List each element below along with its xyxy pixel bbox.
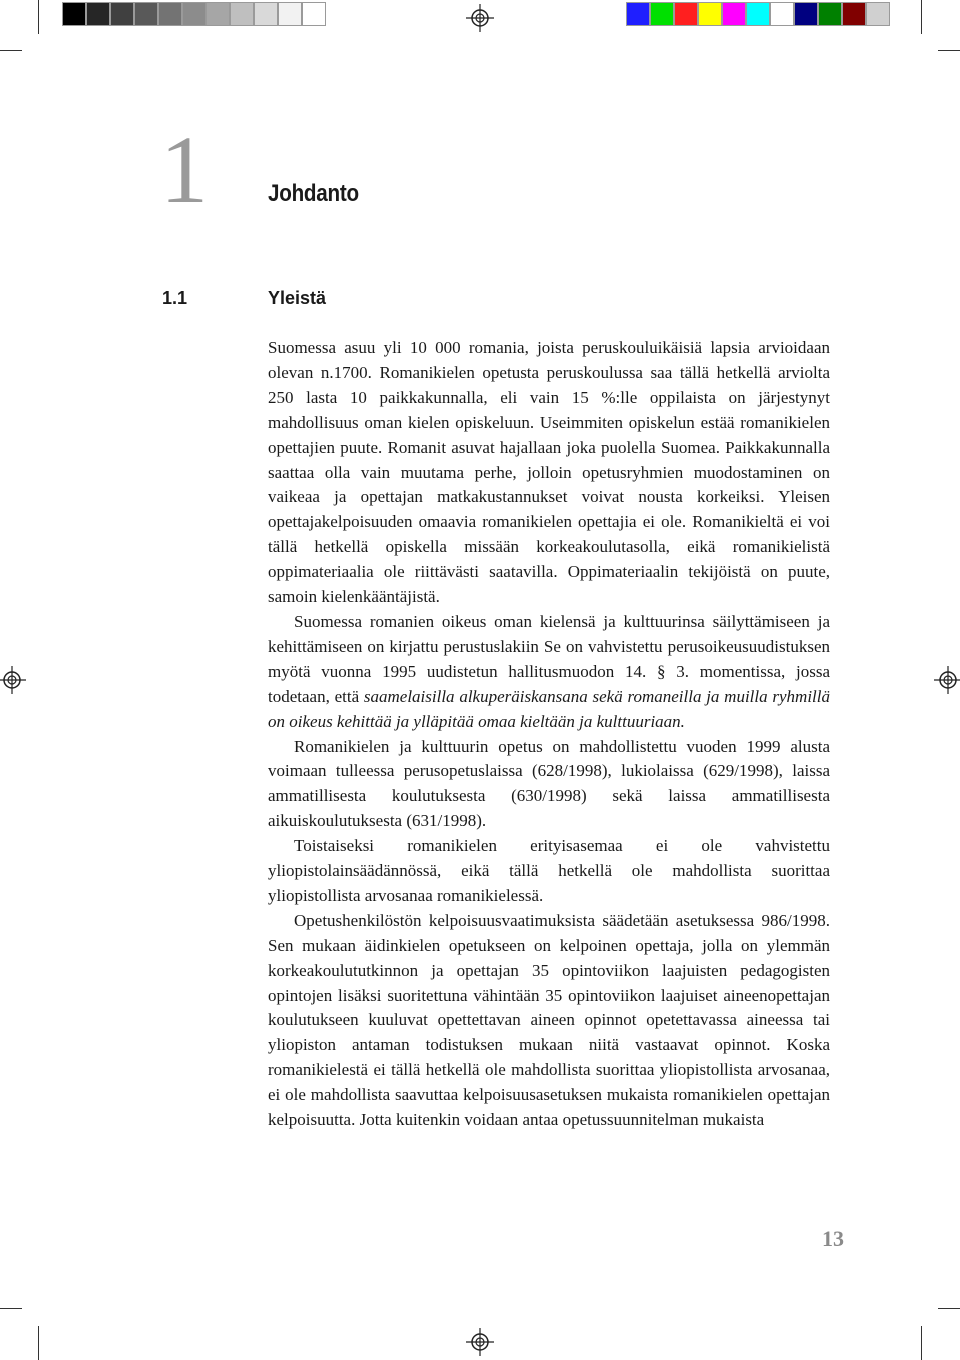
registration-mark-right-icon [934, 666, 960, 694]
color-swatch [158, 2, 182, 26]
quoted-law-text: saamelaisilla alkuperäiskansana sekä romaneilla ja muilla ryhmillä on oikeus kehittää ja ylläpitää omaa kieltään ja kulttuuriaan. [268, 686, 830, 731]
chapter-title: Johdanto [268, 180, 359, 207]
chapter-number: 1 [160, 116, 208, 223]
color-swatch [302, 2, 326, 26]
paragraph: Romanikielen ja kulttuurin opetus on mahdollistettu vuoden 1999 alusta voimaan tulleessa perusopetuslaissa (628/1998), lukiolaissa (629/1998), laissa ammatillisesta koulutuksesta (630/1998) sekä laissa ammatillisesta aikuiskoulutuksesta (631/1998). [268, 736, 830, 831]
color-swatch [866, 2, 890, 26]
color-swatch [134, 2, 158, 26]
color-swatch [110, 2, 134, 26]
color-swatch [698, 2, 722, 26]
paragraph-text: Suomessa romanien oikeus oman kielensä ja kulttuurinsa säilyttämiseen ja kehittämiseen on kirjattu perustuslakiin Se on vahvistettu perusoikeusuudistuksen myötä vuonna 1995 uudistetun hallitusmuodon 14. § 3. momentissa, jossa todetaan, että [268, 611, 830, 706]
color-swatch [674, 2, 698, 26]
color-swatch [86, 2, 110, 26]
color-swatch [818, 2, 842, 26]
color-swatch [626, 2, 650, 26]
color-swatch [770, 2, 794, 26]
crop-mark [38, 0, 39, 34]
crop-mark [38, 1326, 39, 1360]
registration-mark-top-icon [466, 4, 494, 32]
crop-mark [0, 50, 22, 51]
grayscale-calibration-bar [62, 2, 326, 26]
crop-mark [938, 50, 960, 51]
color-swatch [182, 2, 206, 26]
color-swatch [746, 2, 770, 26]
crop-mark [921, 0, 922, 34]
section-number: 1.1 [162, 288, 188, 308]
registration-mark-left-icon [0, 666, 26, 694]
color-swatch [842, 2, 866, 26]
crop-mark [938, 1308, 960, 1309]
paragraph [268, 610, 830, 735]
paragraph: Toistaiseksi romanikielen erityisasemaa ei ole vahvistettu yliopistolainsäädännössä, eikä tällä hetkellä ole mahdollista suorittaa yliopistollista arvosanaa romanikielessä. [268, 836, 830, 905]
color-swatch [230, 2, 254, 26]
paragraph: Suomessa asuu yli 10 000 romania, joista peruskouluikäisiä lapsia arvioidaan olevan n.1700. Romanikielen opetusta peruskoulussa saa tällä hetkellä arviolta 250 lasta 10 paikkakunnalla, eli vain 15 %:lle oppilaista on järjestynyt mahdollisuus oman kielen opiskeluun. Useimmiten opiskelun estää romanikielen opettajien puute. Romanit asuvat hajallaan joka puolella Suomea. Paikkakunnalla saattaa olla vain muutama perhe, jolloin opetusryhmien muodostaminen on vaikeaa ja opettajan matkakustannukset voivat nousta korkeiksi. Yleisen opettajakelpoisuuden omaavia romanikielen opettajia ei ole. Romanikieltä ei voi tällä hetkellä opiskella missään korkeakoulutasolla, eikä romanikielistä oppimateriaalia ole riittävästi saatavilla. Oppimateriaalin tekijöistä on puute, samoin kielenkääntäjistä. [268, 338, 830, 607]
registration-mark-bottom-icon [466, 1328, 494, 1356]
section-title: Yleistä [268, 288, 327, 308]
page-number: 13 [822, 1226, 844, 1251]
color-swatch [650, 2, 674, 26]
paragraph: Opetushenkilöstön kelpoisuusvaatimuksista säädetään asetuksessa 986/1998. Sen mukaan äidinkielen opetukseen on kelpoinen opettaja, jolla on ylemmän korkeakoulututkinnon ja opettajan 35 opintoviikon laajuisten pedagogisten opintojen lisäksi suoritettuna vähintään 35 opintoviikon laajuiset aineenopettajan koulutukseen kuuluvat opettettavan aineen opinnot opetettavassa aineessa tai yliopiston antaman todistuksen mukaan niitä vastaavat opinnot. Koska romanikielestä ei tällä hetkellä ole mahdollista suorittaa yliopistollista arvosanaa, ei ole mahdollista saavuttaa kelpoisuusasetuksen mukaista romanikielen opettajan kelpoisuutta. Jotta kuitenkin voidaan antaa opetussuunnitelman mukaista [268, 910, 830, 1130]
crop-mark [921, 1326, 922, 1360]
color-swatch [254, 2, 278, 26]
color-swatch [722, 2, 746, 26]
color-swatch [794, 2, 818, 26]
color-swatch [206, 2, 230, 26]
color-swatch [278, 2, 302, 26]
crop-mark [0, 1308, 22, 1309]
color-calibration-bar [626, 2, 890, 26]
body-text [268, 336, 830, 1133]
color-swatch [62, 2, 86, 26]
